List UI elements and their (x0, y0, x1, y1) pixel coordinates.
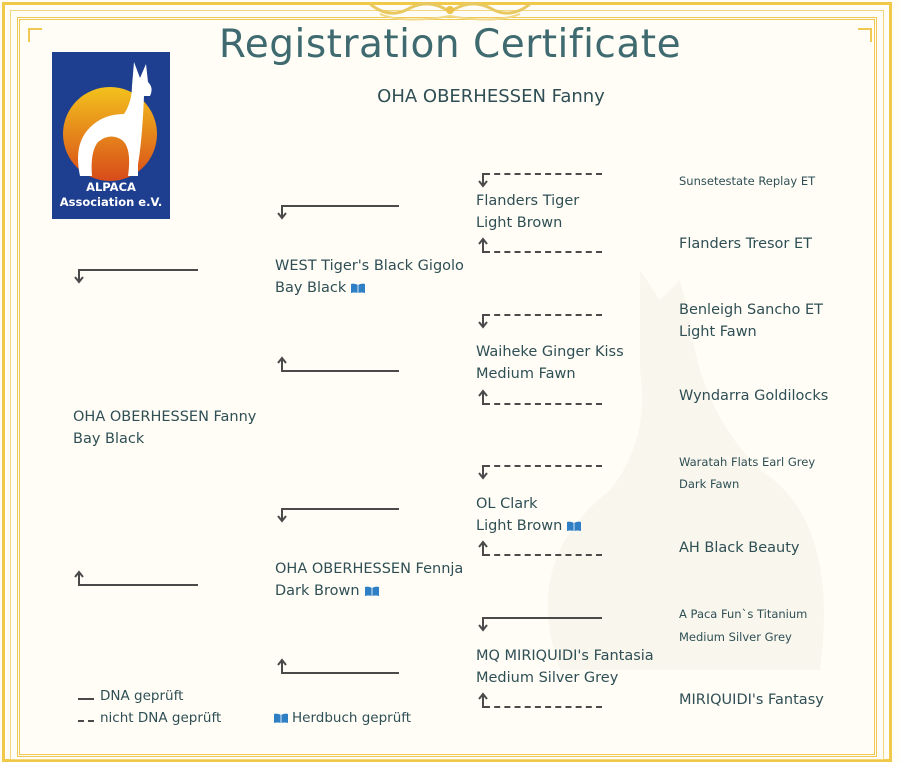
gp2-dam-line (484, 403, 602, 405)
arrow-up-icon (477, 237, 489, 253)
page-title: Registration Certificate (218, 22, 682, 67)
grandparent-4-color: Medium Silver Grey (476, 670, 619, 686)
great-grandparent-5-color: Dark Fawn (679, 477, 740, 491)
legend-dashed-line-icon (78, 720, 94, 722)
logo-title: ALPACA (86, 180, 136, 194)
sire-line (80, 269, 198, 271)
gp4-sire-line (484, 617, 602, 619)
arrow-down-icon (477, 465, 489, 481)
grandparent-4-name: MQ MIRIQUIDI's Fantasia (476, 648, 654, 664)
dam-line (80, 584, 198, 586)
great-grandparent-4-name: Wyndarra Goldilocks (679, 388, 829, 404)
gp1-dam-line (484, 251, 602, 253)
grandparent-1-name: Flanders Tiger (476, 193, 580, 209)
dam-color-line (275, 581, 379, 603)
gp3-dam-line (484, 554, 602, 556)
grandparent-1-color: Light Brown (476, 215, 563, 231)
grandparent-3-name: OL Clark (476, 496, 538, 512)
great-grandparent-3-color: Light Fawn (679, 324, 757, 340)
subject-name: OHA OBERHESSEN Fanny (73, 409, 257, 425)
animal-name-heading: OHA OBERHESSEN Fanny (377, 86, 605, 107)
sire-sire-line (283, 205, 399, 207)
dam-sire-line (283, 508, 399, 510)
legend-herdbook (274, 710, 411, 726)
herdbook-icon (274, 713, 288, 723)
grandparent-2-name: Waiheke Ginger Kiss (476, 344, 624, 360)
grandparent-2-color: Medium Fawn (476, 366, 576, 382)
header-ornament (365, 0, 535, 24)
herdbook-icon (351, 283, 365, 293)
sire-color-line (275, 278, 365, 300)
arrow-up-icon (477, 692, 489, 708)
legend-solid-line-icon (78, 698, 94, 700)
subject-color: Bay Black (73, 431, 145, 447)
legend-herdbook-label: Herdbuch geprüft (292, 710, 412, 726)
sire-color: Bay Black (275, 280, 347, 296)
gp4-dam-line (484, 706, 602, 708)
arrow-down-icon (477, 617, 489, 633)
great-grandparent-1-name: Sunsetestate Replay ET (679, 174, 816, 188)
grandparent-3-color-line (476, 516, 581, 538)
herdbook-icon (567, 521, 581, 531)
sire-name: WEST Tiger's Black Gigolo (275, 258, 464, 274)
arrow-down-icon (73, 269, 85, 285)
great-grandparent-8-name: MIRIQUIDI's Fantasy (679, 692, 824, 708)
arrow-down-icon (276, 205, 288, 221)
logo-subtitle: Association e.V. (59, 195, 163, 209)
great-grandparent-6-name: AH Black Beauty (679, 540, 800, 556)
great-grandparent-7-color: Medium Silver Grey (679, 630, 792, 644)
arrow-down-icon (477, 314, 489, 330)
grandparent-3-color: Light Brown (476, 518, 563, 534)
arrow-up-icon (477, 389, 489, 405)
arrow-up-icon (276, 356, 288, 372)
legend-dna-tested: DNA geprüft (100, 688, 184, 704)
arrow-up-icon (276, 658, 288, 674)
dam-name: OHA OBERHESSEN Fennja (275, 561, 464, 577)
gp1-sire-line (484, 173, 602, 175)
herdbook-icon (365, 586, 379, 596)
arrow-up-icon (477, 540, 489, 556)
arrow-up-icon (73, 570, 85, 586)
arrow-down-icon (276, 508, 288, 524)
great-grandparent-2-name: Flanders Tresor ET (679, 236, 812, 252)
arrow-down-icon (477, 173, 489, 189)
dam-dam-line (283, 672, 399, 674)
great-grandparent-7-name: A Paca Fun`s Titanium (679, 607, 808, 621)
great-grandparent-5-name: Waratah Flats Earl Grey (679, 455, 816, 469)
gp3-sire-line (484, 465, 602, 467)
gp2-sire-line (484, 314, 602, 316)
sire-dam-line (283, 370, 399, 372)
dam-color: Dark Brown (275, 583, 360, 599)
great-grandparent-3-name: Benleigh Sancho ET (679, 302, 823, 318)
legend-not-dna-tested: nicht DNA geprüft (100, 710, 222, 726)
alpaca-association-logo (52, 52, 170, 219)
